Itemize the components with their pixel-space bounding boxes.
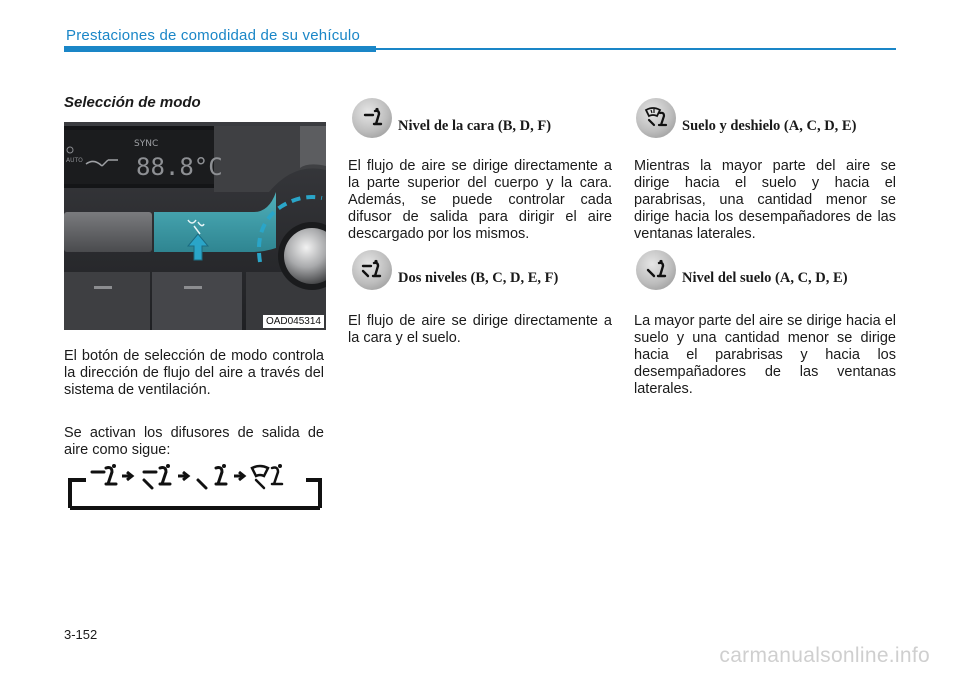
mode-sequence-diagram bbox=[66, 462, 324, 510]
outlets-paragraph: Se activan los difusores de salida de aire como sigue: bbox=[64, 425, 324, 458]
bi-level-vent-icon bbox=[352, 250, 392, 290]
mode-floor-defrost-title: Suelo y deshielo (A, C, D, E) bbox=[682, 117, 857, 134]
floor-defrost-icon bbox=[636, 98, 676, 138]
section-title: Selección de modo bbox=[64, 94, 201, 111]
display-sync-label: SYNC bbox=[134, 139, 159, 149]
floor-defrost-symbol bbox=[252, 464, 282, 488]
face-mode-symbol bbox=[92, 464, 116, 484]
mode-face-title: Nivel de la cara (B, D, F) bbox=[398, 117, 552, 134]
climate-panel-photo bbox=[64, 122, 326, 330]
intro-paragraph: El botón de selección de modo controla la dirección de flujo del aire a través del sistema de ventilación. bbox=[64, 348, 324, 398]
header-rule bbox=[376, 48, 896, 50]
mode-floor-defrost-text: Mientras la mayor parte del aire se dirige hacia el suelo y hacia el parabrisas, una cantidad menor se dirige hacia los desempañadores de las ventanas laterales. bbox=[634, 158, 896, 242]
face-vent-icon bbox=[352, 98, 392, 138]
mode-bilevel-text: El flujo de aire se dirige directamente a la cara y el suelo. bbox=[348, 313, 612, 346]
mode-floor-title: Nivel del suelo (A, C, D, E) bbox=[682, 269, 848, 286]
mode-floor-defrost-heading bbox=[636, 98, 856, 138]
display-temperature: 88.8°C bbox=[136, 153, 223, 181]
bi-level-symbol bbox=[144, 464, 170, 488]
floor-vent-icon bbox=[636, 250, 676, 290]
floor-symbol bbox=[198, 464, 226, 488]
page-number: 3-152 bbox=[64, 627, 98, 642]
mode-bilevel-title: Dos niveles (B, C, D, E, F) bbox=[398, 269, 559, 286]
watermark: carmanualsonline.info bbox=[719, 644, 930, 667]
display-auto-label: AUTO bbox=[66, 157, 83, 164]
mode-floor-heading bbox=[636, 250, 848, 290]
figure-code: OAD045314 bbox=[263, 315, 324, 328]
mode-floor-text: La mayor parte del aire se dirige hacia el suelo y una cantidad menor se dirige hacia el parabrisas y hacia los desempañadores de las ventanas laterales. bbox=[634, 313, 896, 397]
mode-face-text: El flujo de aire se dirige directamente a la parte superior del cuerpo y la cara. Además, se puede controlar cada difusor de salida para dirigir el aire descargado por los mismos. bbox=[348, 158, 612, 242]
header-bar bbox=[64, 46, 376, 52]
mode-face-heading bbox=[352, 98, 551, 138]
mode-bilevel-heading bbox=[352, 250, 558, 290]
header-title: Prestaciones de comodidad de su vehículo bbox=[66, 27, 361, 44]
